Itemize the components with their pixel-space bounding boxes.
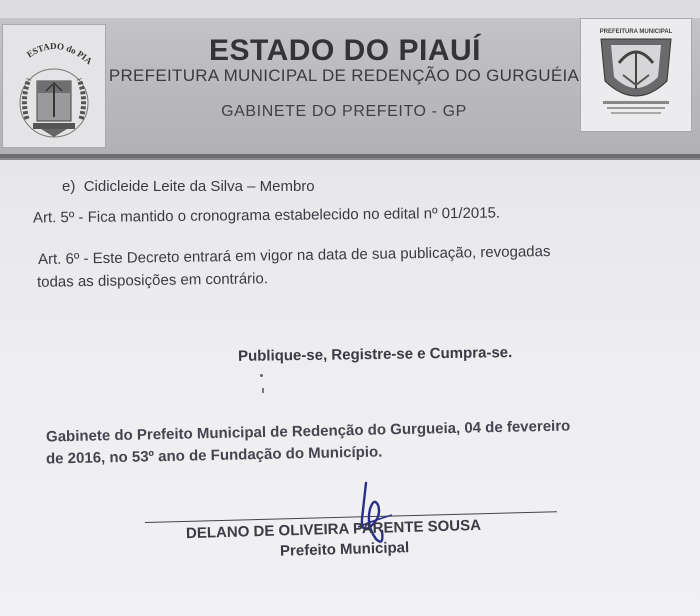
svg-text:ESTADO do PIAUÍ bbox=[3, 25, 94, 66]
article-5 bbox=[33, 205, 500, 227]
article-5-text: - Fica mantido o cronograma estabelecido no edital nº 01/2015. bbox=[74, 204, 501, 227]
state-coat-of-arms bbox=[2, 24, 106, 148]
place-date-line2: de 2016, no 53º ano de Fundação do Município. bbox=[45, 443, 383, 468]
right-logo-text: PREFEITURA MUNICIPAL bbox=[599, 29, 673, 35]
article-6-line1 bbox=[38, 243, 551, 268]
ink-speck bbox=[260, 374, 263, 377]
municipality-title: PREFEITURA MUNICIPAL DE REDENÇÃO DO GURGUÉIA bbox=[108, 66, 580, 85]
member-name: Cidicleide Leite da Silva – Membro bbox=[83, 178, 315, 195]
municipal-logo-icon bbox=[581, 19, 691, 131]
signatory-role: Prefeito Municipal bbox=[279, 539, 410, 560]
state-seal-icon bbox=[3, 25, 105, 147]
list-marker: e) bbox=[62, 178, 76, 195]
ink-speck bbox=[262, 388, 264, 393]
place-date-line1: Gabinete do Prefeito Municipal de Redenção do Gurgueia, 04 de fevereiro bbox=[45, 417, 571, 446]
signatory-name: DELANO DE OLIVEIRA PARENTE SOUSA bbox=[185, 516, 482, 543]
article-6-label: Art. 6º bbox=[37, 250, 80, 269]
list-item-e bbox=[62, 178, 315, 195]
article-6-line2: todas as disposições em contrário. bbox=[36, 270, 269, 291]
left-seal-text: ESTADO do PIA bbox=[24, 40, 95, 67]
office-title: GABINETE DO PREFEITO - GP bbox=[221, 103, 467, 120]
article-5-label: Art. 5º bbox=[32, 209, 75, 227]
article-6-text: - Este Decreto entrará em vigor na data de sua publicação, revogadas bbox=[79, 242, 551, 268]
publication-clause: Publique-se, Registre-se e Cumpra-se. bbox=[237, 344, 513, 365]
letterhead-divider bbox=[0, 158, 700, 160]
state-title: ESTADO DO PIAUÍ bbox=[209, 34, 481, 67]
municipal-logo bbox=[580, 18, 692, 132]
